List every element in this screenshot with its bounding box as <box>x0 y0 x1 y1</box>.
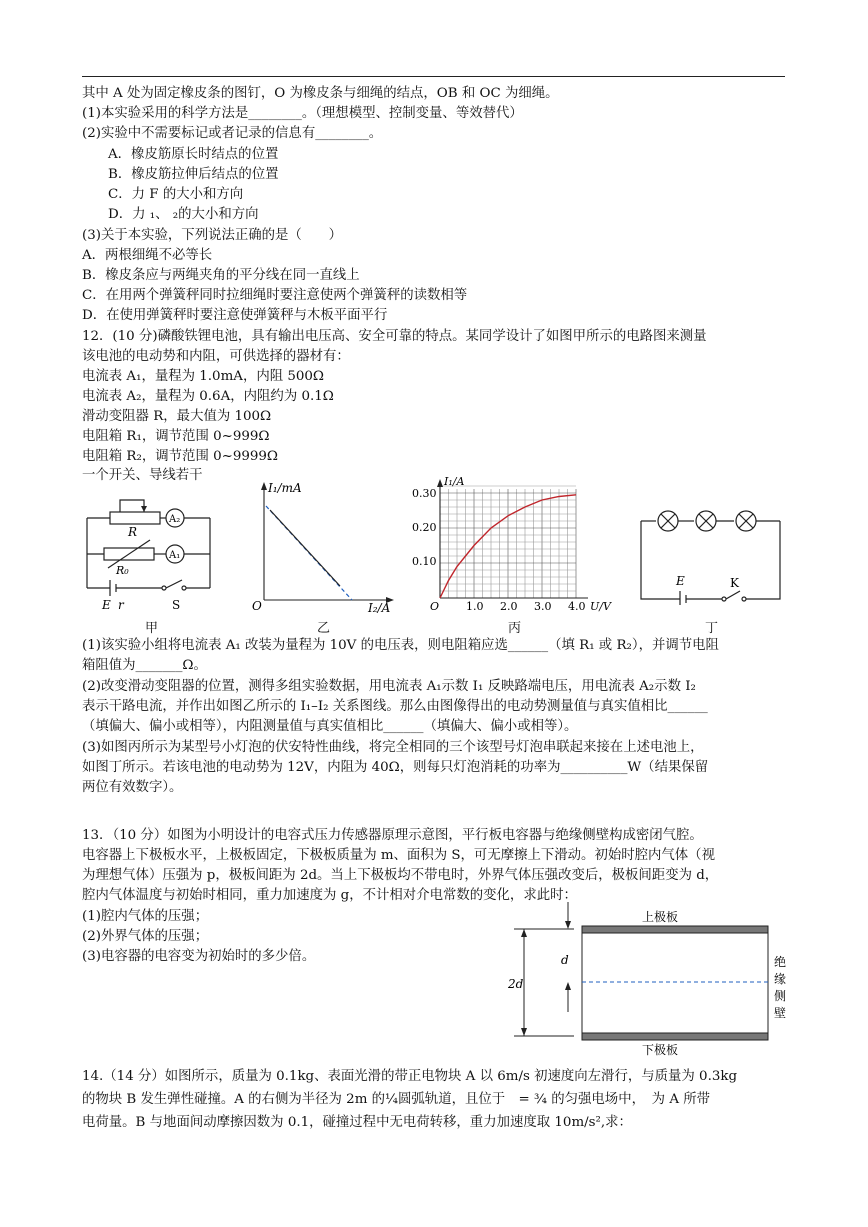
problem-14-stem: 电荷量。B 与地面间动摩擦因数为 0.1，碰撞过程中无电荷转移，重力加速度取 10m/s²,求： <box>82 1115 632 1130</box>
figure-caption: 甲 <box>145 621 159 636</box>
equipment-item: 一个开关、导线若干 <box>82 468 203 483</box>
side-wall-label: 绝 <box>774 955 787 969</box>
sub-question-3: (3)如图丙所示为某型号小灯泡的伏安特性曲线，将完全相同的三个该型号灯泡串联起来接在上述电池上， <box>82 740 704 755</box>
figure-caption: 乙 <box>317 621 331 636</box>
gap-d-label: d <box>561 953 569 967</box>
ammeter-a1-label: A₁ <box>169 550 181 561</box>
origin-label: O <box>252 599 262 613</box>
equipment-item: 电流表 A₁，量程为 1.0mA，内阻 500Ω <box>82 369 325 384</box>
sub-question-1: (1)该实验小组将电流表 A₁ 改装为量程为 10V 的电压表，则电阻箱应选______（填 R₁ 或 R₂），并调节电阻 <box>82 638 719 653</box>
sub-question-3: 两位有效数字）。 <box>82 780 183 795</box>
axis-label-y: I₁/mA <box>268 481 302 495</box>
circuit-diagram-jia <box>82 488 222 623</box>
switch-label: S <box>172 598 181 612</box>
question-1: (1)本实验采用的科学方法是________。（理想模型、控制变量、等效替代） <box>82 106 523 121</box>
side-wall-label: 侧 <box>774 989 787 1003</box>
problem-12-stem: 12．(10 分)磷酸铁锂电池，具有输出电压高、安全可靠的特点。某同学设计了如图甲所示的电路图来测量 <box>82 329 707 344</box>
figure-caption: 丙 <box>508 621 522 636</box>
rheostat-label: R <box>128 525 138 539</box>
resistor-box-label: R₀ <box>116 564 129 577</box>
problem-14-stem: 的物块 B 发生弹性碰撞。A 的右侧为半径为 2m 的¼圆弧轨道，且位于 = ¾ 的匀强电场中， 为 A 所带 <box>82 1092 711 1107</box>
sub-question-1: (1)腔内气体的压强； <box>82 909 209 924</box>
equipment-item: 电流表 A₂，量程为 0.6A，内阻约为 0.1Ω <box>82 389 334 404</box>
chart-grid <box>440 486 576 598</box>
ammeter-a2-label: A₂ <box>169 514 181 525</box>
internal-resistance-label: r <box>118 598 124 612</box>
side-wall-label: 缘 <box>774 972 787 986</box>
option-c: C．力 F 的大小和方向 <box>108 187 244 202</box>
option-a: A．橡皮筋原长时结点的位置 <box>108 147 279 162</box>
tick-label: 0.20 <box>412 521 437 534</box>
problem-13-stem: 为理想气体）压强为 p，极板间距为 2d。当上下极板均不带电时，外界气体压强改变后，极板间距变为 d， <box>82 868 719 883</box>
bottom-plate-label: 下极板 <box>642 1043 679 1057</box>
problem-14-stem: 14.（14 分）如图所示，质量为 0.1kg、表面光滑的带正电物块 A 以 6m/s 初速度向左滑行，与质量为 0.3kg <box>82 1069 738 1084</box>
switch-label: K <box>730 576 739 590</box>
sub-question-3: (3)电容器的电容变为初始时的多少倍。 <box>82 949 316 964</box>
problem-13-stem: 13．（10 分）如图为小明设计的电容式压力传感器原理示意图，平行板电容器与绝缘侧壁构成密闭气腔。 <box>82 828 703 843</box>
text-line: 其中 A 处为固定橡皮条的图钉，O 为橡皮条与细绳的结点，OB 和 OC 为细绳。 <box>82 86 559 101</box>
gap-2d-label: 2d <box>508 977 524 991</box>
option-c: C．在用两个弹簧秤同时拉细绳时要注意使两个弹簧秤的读数相等 <box>82 288 468 303</box>
question-2: (2)实验中不需要标记或者记录的信息有________。 <box>82 126 383 141</box>
option-b: B．橡皮条应与两绳夹角的平分线在同一直线上 <box>82 268 360 283</box>
tick-label: 3.0 <box>534 600 552 613</box>
equipment-item: 滑动变阻器 R，最大值为 100Ω <box>82 409 272 424</box>
sub-question-2: (2)外界气体的压强； <box>82 929 209 944</box>
problem-12-stem: 该电池的电动势和内阻，可供选择的器材有： <box>82 349 350 364</box>
sub-question-2: （填偏大、偏小或相等），内阻测量值与真实值相比______（填偏大、偏小或相等）。 <box>82 719 578 734</box>
tick-label: 0.10 <box>412 555 437 568</box>
sub-question-3: 如图丁所示。若该电池的电动势为 12V，内阻为 40Ω，则每只灯泡消耗的功率为__________W（结果保留 <box>82 760 709 775</box>
equipment-item: 电阻箱 R₂，调节范围 0~9999Ω <box>82 449 279 464</box>
option-a: A．两根细绳不必等长 <box>82 248 213 263</box>
axis-label-x: I₂/A <box>368 601 391 615</box>
origin-label: O <box>430 600 440 613</box>
sub-question-2: 表示干路电流，并作出如图乙所示的 I₁–I₂ 关系图线。那么由图像得出的电动势测量值与真实值相比______ <box>82 699 708 714</box>
sub-question-1: 箱阻值为_______Ω。 <box>82 658 207 673</box>
tick-label: 2.0 <box>500 600 518 613</box>
equipment-item: 电阻箱 R₁，调节范围 0~999Ω <box>82 429 270 444</box>
option-b: B．橡皮筋拉伸后结点的位置 <box>108 167 279 182</box>
side-wall-label: 壁 <box>774 1006 787 1020</box>
top-plate-label: 上极板 <box>642 910 679 924</box>
problem-13-stem: 电容器上下极板水平，上极板固定，下极板质量为 m、面积为 S，可无摩擦上下滑动。初始时腔内气体（视 <box>82 848 715 863</box>
problem-13-stem: 腔内气体温度与初始时相同，重力加速度为 g，不计相对介电常数的变化，求此时： <box>82 888 577 903</box>
circuit-diagram-ding <box>636 505 786 605</box>
tick-label: 4.0 <box>568 600 586 613</box>
graph-yi <box>250 478 400 618</box>
capacitor-sensor-diagram <box>500 902 795 1062</box>
chart-bing <box>408 474 618 616</box>
tick-label: 1.0 <box>466 600 484 613</box>
axis-label-x: U/V <box>590 600 611 613</box>
header-rule <box>82 76 785 77</box>
tick-label: 0.30 <box>412 487 437 500</box>
option-d: D．在使用弹簧秤时要注意使弹簧秤与木板平面平行 <box>82 308 388 323</box>
question-3: (3)关于本实验，下列说法正确的是（ ） <box>82 228 342 243</box>
emf-label: E <box>102 598 111 612</box>
emf-label: E <box>676 574 685 588</box>
figure-caption: 丁 <box>705 621 719 636</box>
option-d: D．力 ₁、 ₂的大小和方向 <box>108 207 259 222</box>
sub-question-2: (2)改变滑动变阻器的位置，测得多组实验数据，用电流表 A₁示数 I₁ 反映路端电压，用电流表 A₂示数 I₂ <box>82 679 696 694</box>
axis-label-y: I₁/A <box>444 475 465 488</box>
